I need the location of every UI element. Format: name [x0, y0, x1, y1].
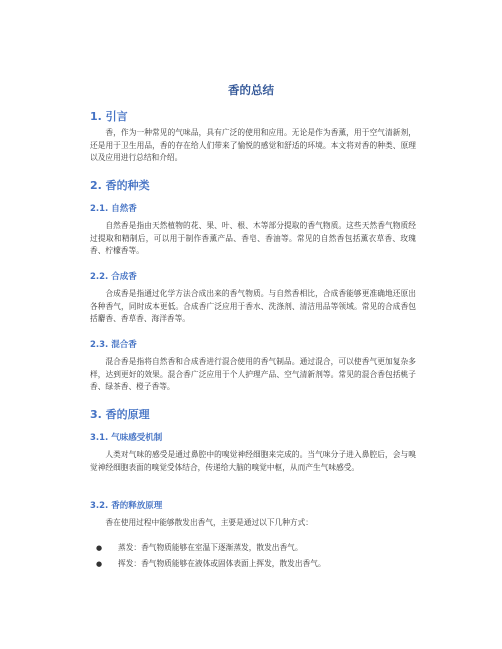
bullet-icon: ●	[96, 560, 103, 568]
paragraph-scent-perception: 人类对气味的感受是通过鼻腔中的嗅觉神经细胞来完成的。当气味分子进入鼻腔后，会与嗅觉神经细胞表面的嗅觉受体结合，传递给大脑的嗅觉中枢，从而产生气味感受。	[90, 450, 416, 472]
paragraph-synthetic-incense: 合成香是指通过化学方法合成出来的香气物质。与自然香相比，合成香能够更准确地还原出各种香气，同时成本更低。合成香广泛应用于香水、洗涤剂、清洁用品等领域。常见的合成香包括麝香、香草香、海洋香等。	[90, 289, 416, 323]
list-item	[96, 542, 418, 554]
paragraph-mixed-incense: 混合香是指将自然香和合成香进行混合使用的香气制品。通过混合，可以使香气更加复杂多样，达到更好的效果。混合香广泛应用于个人护理产品、空气清新剂等。常见的混合香包括桃子香、绿茶香、橙子香等。	[90, 357, 416, 391]
heading-scent-perception: 3.1. 气味感受机制	[90, 433, 163, 443]
heading-natural-incense: 2.1. 自然香	[90, 204, 137, 214]
list-item-text: 挥发：香气物质能够在液体或固体表面上挥发，散发出香气。	[118, 559, 326, 568]
heading-principle: 3. 香的原理	[90, 408, 150, 421]
heading-synthetic-incense: 2.2. 合成香	[90, 272, 137, 282]
paragraph-introduction: 香，作为一种常见的气味品，具有广泛的使用和应用。无论是作为香薰，用于空气清新剂，还是用于卫生用品，香的存在给人们带来了愉悦的感觉和舒适的环境。本文将对香的种类、原理以及应用进行总结和介绍。	[90, 128, 416, 162]
paragraph-natural-incense: 自然香是指由天然植物的花、果、叶、根、木等部分提取的香气物质。这些天然香气物质经过提取和精制后，可以用于制作香薰产品、香皂、香油等。常见的自然香包括薰衣草香、玫瑰香、柠檬香等。	[90, 221, 416, 255]
paragraph-release-principle: 香在使用过程中能够散发出香气，主要是通过以下几种方式：	[105, 518, 313, 527]
heading-mixed-incense: 2.3. 混合香	[90, 340, 137, 350]
heading-types: 2. 香的种类	[90, 179, 150, 192]
bullet-icon: ●	[96, 544, 103, 552]
heading-introduction: 1. 引言	[90, 110, 128, 123]
document-title: 香的总结	[228, 83, 274, 97]
heading-release-principle: 3.2. 香的释放原理	[90, 501, 163, 511]
list-item	[96, 558, 418, 570]
list-item-text: 蒸发：香气物质能够在室温下逐渐蒸发，散发出香气。	[118, 543, 303, 552]
